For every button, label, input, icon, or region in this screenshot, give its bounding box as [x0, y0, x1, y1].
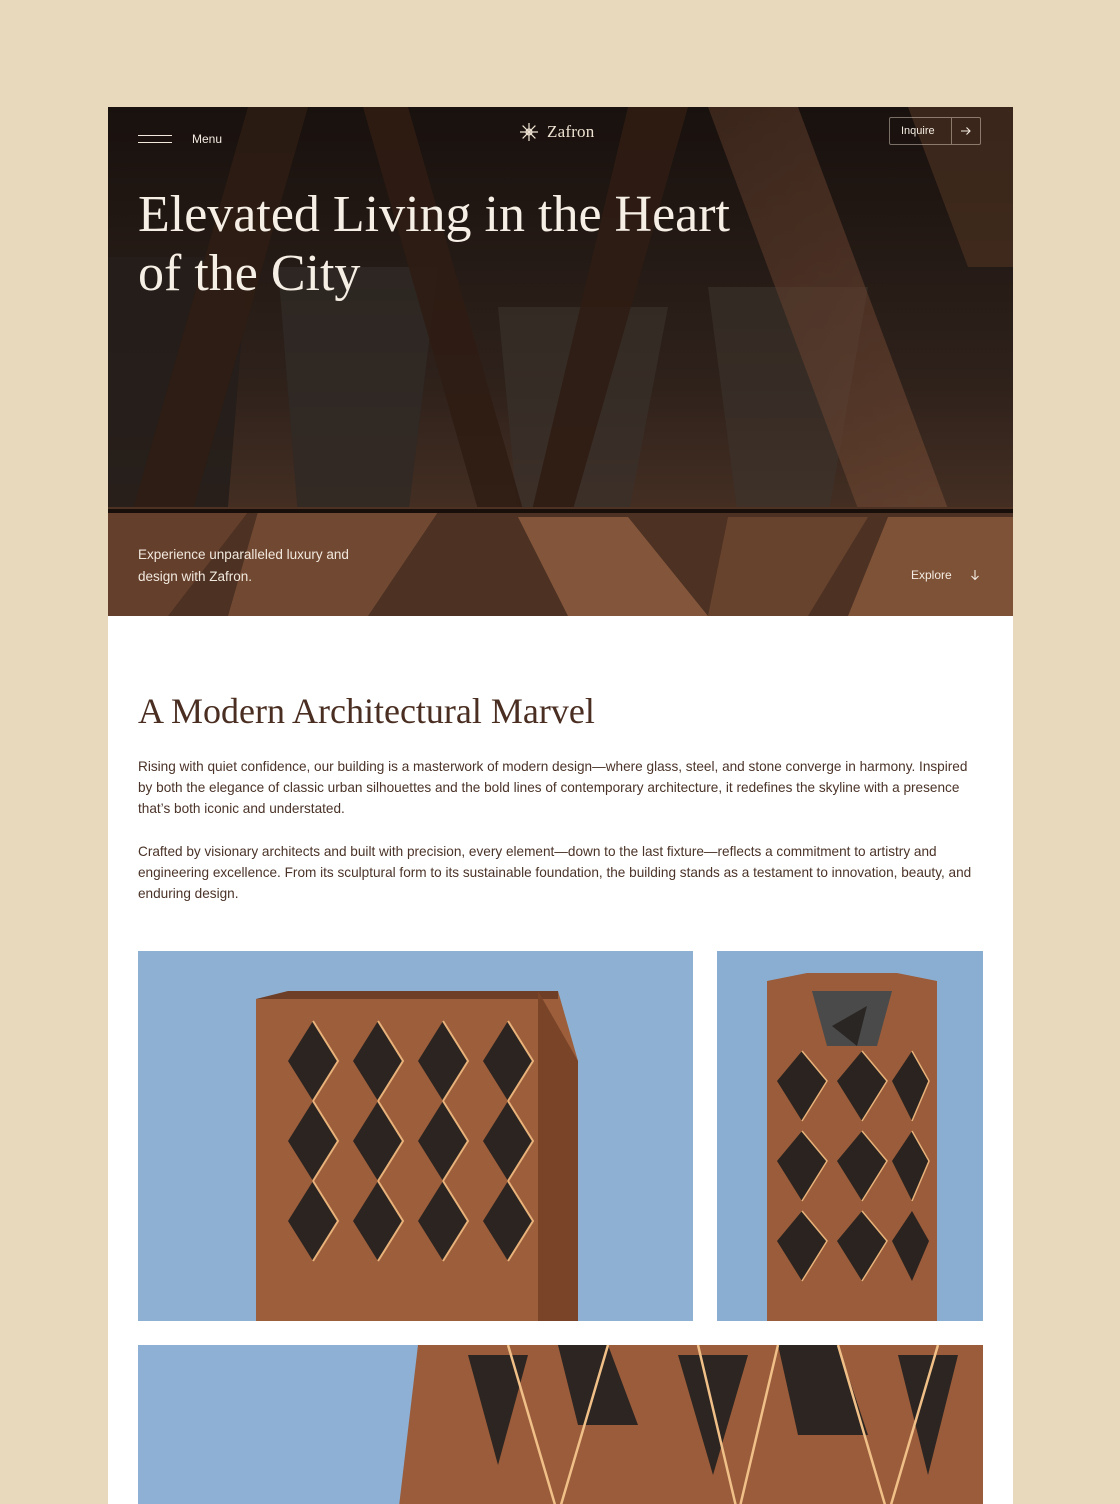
- hamburger-icon: [138, 134, 172, 144]
- hero-subtitle: Experience unparalleled luxury and design with Zafron.: [138, 547, 349, 584]
- about-paragraph-2: Crafted by visionary architects and built with precision, every element—down to the last fixture—reflects a commitment to artistry and engineering excellence. From its sculptural form to its sustainable foundation, the building stands as a testament to innovation, beauty, and enduring design.: [138, 844, 972, 901]
- flower-logo-icon: [518, 121, 540, 143]
- brand-logo[interactable]: [518, 119, 594, 145]
- hero-background-image: [108, 107, 1013, 616]
- hero-title: Elevated Living in the Heart of the City: [138, 186, 731, 302]
- explore-label: Explore: [911, 568, 952, 582]
- hero-section: [108, 107, 1013, 616]
- menu-label: Menu: [192, 132, 223, 146]
- building-photo-tall: [717, 951, 983, 1321]
- inquire-button[interactable]: [889, 117, 981, 145]
- menu-button[interactable]: [138, 124, 222, 154]
- about-paragraph-1: Rising with quiet confidence, our building is a masterwork of modern design—where glass, steel, and stone converge in harmony. Inspired by both the elegance of classic urban silhouettes and the bold lines of contemporary architecture, it redefines the skyline with a presence that’s both iconic and understated.: [138, 759, 968, 816]
- building-photo-wide: [138, 951, 693, 1321]
- arrow-down-icon: [970, 569, 980, 581]
- section-title: A Modern Architectural Marvel: [138, 691, 595, 731]
- building-photo-detail: [138, 1345, 983, 1504]
- page: [108, 107, 1013, 1504]
- explore-link[interactable]: [911, 568, 980, 582]
- inquire-label: Inquire: [901, 125, 935, 137]
- brand-name: Zafron: [547, 122, 595, 141]
- arrow-right-icon: [952, 126, 980, 136]
